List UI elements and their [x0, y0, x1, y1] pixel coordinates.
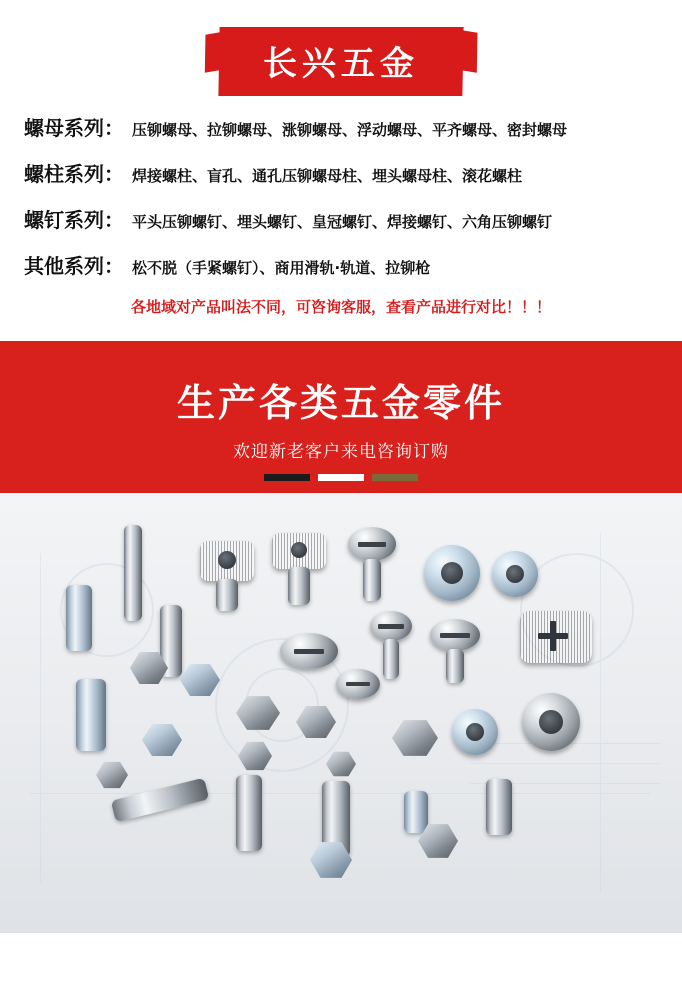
part-stud — [76, 679, 106, 751]
part-hex-nut — [96, 761, 128, 789]
spec-label: 螺柱系列： — [24, 162, 124, 186]
part-knurled-screw — [200, 541, 254, 611]
part-standoff — [404, 791, 428, 833]
product-photo — [0, 493, 682, 933]
spec-value: 压铆螺母、拉铆螺母、涨铆螺母、浮动螺母、平齐螺母、密封螺母 — [132, 121, 568, 139]
part-hex-nut — [238, 741, 272, 771]
part-standoff — [486, 779, 512, 835]
part-hex-nut — [236, 695, 280, 731]
part-standoff — [236, 775, 262, 851]
part-slot-mark — [346, 682, 370, 686]
promo-banner-title: 生产各类五金零件 — [176, 381, 505, 425]
spec-value: 平头压铆螺钉、埋头螺钉、皇冠螺钉、焊接螺钉、六角压铆螺钉 — [132, 213, 553, 231]
dash-mark-white — [318, 474, 364, 481]
part-hex-nut — [326, 751, 356, 777]
spec-label: 螺钉系列： — [24, 208, 124, 232]
promo-banner-subtitle: 欢迎新老客户来电咨询订购 — [233, 442, 449, 462]
brand-banner-wrap — [0, 28, 682, 94]
dash-mark-gold — [372, 474, 418, 481]
spec-label: 螺母系列： — [24, 116, 124, 140]
banner-dash-row — [0, 474, 682, 481]
product-spec-section — [0, 0, 682, 317]
part-hex-nut — [392, 719, 438, 757]
part-knurled-screw — [272, 533, 326, 605]
part-hex-nut — [296, 705, 336, 739]
brand-banner — [218, 27, 463, 96]
part-slotted-screw — [430, 619, 480, 683]
part-round-nut-bore — [506, 565, 524, 583]
spec-row — [24, 158, 668, 187]
part-flange-nut-bore — [441, 562, 463, 584]
part-socket-nut — [452, 709, 498, 755]
part-stud — [124, 525, 142, 621]
part-stud — [66, 585, 92, 651]
spec-list — [0, 112, 682, 279]
part-slot-mark — [294, 649, 324, 654]
spec-row — [24, 204, 668, 233]
hardware-parts-group — [0, 493, 682, 933]
brand-title: 长兴五金 — [262, 43, 420, 84]
notice-text: 各地域对产品叫法不同，可咨询客服，查看产品进行对比！！！ — [130, 298, 551, 316]
part-phillips-knob — [520, 611, 592, 669]
spec-row — [24, 112, 668, 141]
spec-label: 其他系列： — [24, 254, 124, 278]
part-slotted-screw — [370, 611, 412, 679]
spec-value: 松不脱（手紧螺钉）、商用滑轨·轨道、拉铆枪 — [132, 259, 431, 277]
part-hex-nut — [142, 723, 182, 757]
promo-banner — [0, 341, 682, 493]
spec-row — [24, 250, 668, 279]
part-hex-nut — [180, 663, 220, 697]
part-slotted-screw — [348, 527, 396, 601]
dash-mark-black — [264, 474, 310, 481]
part-socket-nut — [522, 693, 580, 751]
spec-value: 焊接螺柱、盲孔、通孔压铆螺母柱、埋头螺母柱、滚花螺柱 — [132, 167, 523, 185]
part-standoff-pin — [111, 778, 209, 823]
